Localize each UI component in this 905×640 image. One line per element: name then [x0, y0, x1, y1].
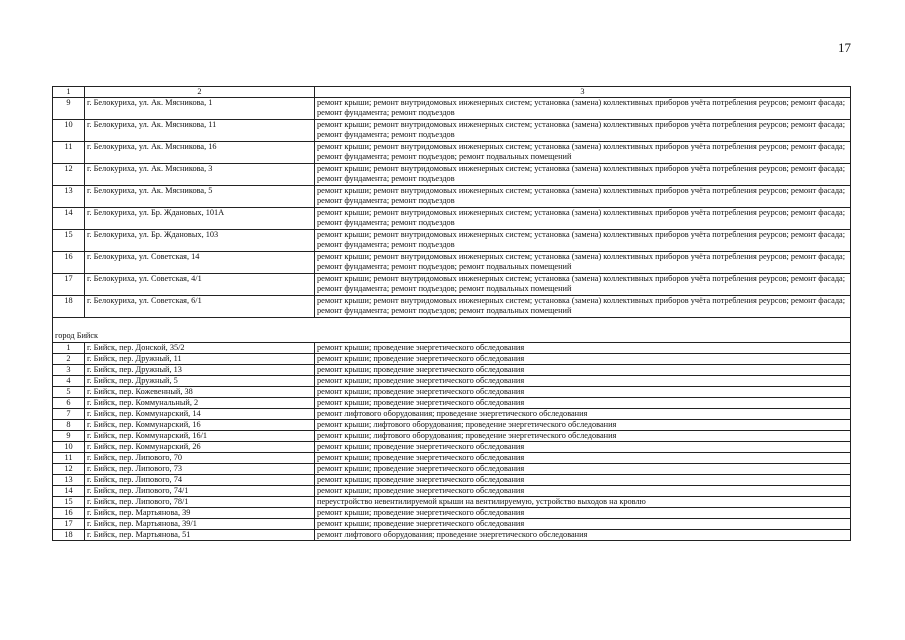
row-works: ремонт крыши; проведение энергетического обследования [315, 398, 851, 409]
row-works: переустройство невентилируемой крыши на вентилируемую, устройство выходов на кровлю [315, 497, 851, 508]
row-number: 2 [53, 354, 85, 365]
row-address: г. Бийск, пер. Липового, 74/1 [85, 486, 315, 497]
table-row [53, 519, 851, 530]
section-title: город Бийск [53, 318, 851, 343]
row-address: г. Белокуриха, ул. Советская, 14 [85, 252, 315, 274]
row-works: ремонт крыши; ремонт внутридомовых инженерных систем; установка (замена) коллективных приборов учёта потребления реурсов; ремонт фасада; ремонт фундамента; ремонт подъездов; ремонт подвальных помещений [315, 252, 851, 274]
row-number: 16 [53, 252, 85, 274]
row-number: 8 [53, 420, 85, 431]
row-number: 18 [53, 530, 85, 541]
table-row [53, 296, 851, 318]
table-row [53, 164, 851, 186]
row-works: ремонт крыши; ремонт внутридомовых инженерных систем; установка (замена) коллективных приборов учёта потребления реурсов; ремонт фасада; ремонт фундамента; ремонт подъездов [315, 120, 851, 142]
row-address: г. Белокуриха, ул. Советская, 6/1 [85, 296, 315, 318]
row-works: ремонт крыши; ремонт внутридомовых инженерных систем; установка (замена) коллективных приборов учёта потребления реурсов; ремонт фасада; ремонт фундамента; ремонт подъездов [315, 208, 851, 230]
row-number: 13 [53, 186, 85, 208]
row-works: ремонт крыши; проведение энергетического обследования [315, 354, 851, 365]
row-works: ремонт крыши; ремонт внутридомовых инженерных систем; установка (замена) коллективных приборов учёта потребления реурсов; ремонт фасада; ремонт фундамента; ремонт подъездов [315, 230, 851, 252]
row-number: 14 [53, 208, 85, 230]
table-row [53, 208, 851, 230]
row-address: г. Белокуриха, ул. Ак. Мясникова, 11 [85, 120, 315, 142]
row-address: г. Бийск, пер. Мартьянова, 39 [85, 508, 315, 519]
row-works: ремонт крыши; проведение энергетического обследования [315, 453, 851, 464]
table-row [53, 497, 851, 508]
row-address: г. Бийск, пер. Коммунарский, 14 [85, 409, 315, 420]
row-works: ремонт крыши; проведение энергетического обследования [315, 464, 851, 475]
row-works: ремонт крыши; лифтового оборудования; проведение энергетического обследования [315, 420, 851, 431]
row-works: ремонт крыши; проведение энергетического обследования [315, 475, 851, 486]
row-works: ремонт крыши; проведение энергетического обследования [315, 508, 851, 519]
table-row [53, 398, 851, 409]
table-row [53, 409, 851, 420]
row-number: 9 [53, 98, 85, 120]
table-row [53, 354, 851, 365]
section-row [53, 318, 851, 343]
row-address: г. Бийск, пер. Липового, 70 [85, 453, 315, 464]
row-works: ремонт крыши; ремонт внутридомовых инженерных систем; установка (замена) коллективных приборов учёта потребления реурсов; ремонт фасада; ремонт фундамента; ремонт подъездов [315, 164, 851, 186]
row-number: 10 [53, 120, 85, 142]
row-address: г. Белокуриха, ул. Ак. Мясникова, 3 [85, 164, 315, 186]
row-number: 11 [53, 453, 85, 464]
table-row [53, 230, 851, 252]
row-number: 1 [53, 343, 85, 354]
row-address: г. Бийск, пер. Донской, 35/2 [85, 343, 315, 354]
row-works: ремонт крыши; лифтового оборудования; проведение энергетического обследования [315, 431, 851, 442]
row-address: г. Белокуриха, ул. Советская, 4/1 [85, 274, 315, 296]
row-address: г. Бийск, пер. Дружный, 11 [85, 354, 315, 365]
row-works: ремонт крыши; ремонт внутридомовых инженерных систем; установка (замена) коллективных приборов учёта потребления реурсов; ремонт фасада; ремонт фундамента; ремонт подъездов; ремонт подвальных помещений [315, 296, 851, 318]
table-row [53, 343, 851, 354]
row-number: 17 [53, 519, 85, 530]
row-address: г. Бийск, пер. Кожевенный, 38 [85, 387, 315, 398]
row-number: 11 [53, 142, 85, 164]
table-row [53, 98, 851, 120]
table-row [53, 464, 851, 475]
row-number: 6 [53, 398, 85, 409]
row-works: ремонт крыши; проведение энергетического обследования [315, 519, 851, 530]
repair-table [52, 86, 851, 541]
row-number: 17 [53, 274, 85, 296]
table-row [53, 530, 851, 541]
row-number: 18 [53, 296, 85, 318]
table-row [53, 387, 851, 398]
row-address: г. Белокуриха, ул. Ак. Мясникова, 5 [85, 186, 315, 208]
table-row [53, 142, 851, 164]
row-works: ремонт крыши; ремонт внутридомовых инженерных систем; установка (замена) коллективных приборов учёта потребления реурсов; ремонт фасада; ремонт фундамента; ремонт подъездов [315, 186, 851, 208]
row-address: г. Белокуриха, ул. Бр. Ждановых, 101А [85, 208, 315, 230]
row-number: 10 [53, 442, 85, 453]
row-number: 3 [53, 365, 85, 376]
table-row [53, 252, 851, 274]
row-number: 15 [53, 497, 85, 508]
row-number: 14 [53, 486, 85, 497]
row-address: г. Бийск, пер. Мартьянова, 51 [85, 530, 315, 541]
row-address: г. Бийск, пер. Липового, 78/1 [85, 497, 315, 508]
row-works: ремонт крыши; ремонт внутридомовых инженерных систем; установка (замена) коллективных приборов учёта потребления реурсов; ремонт фасада; ремонт фундамента; ремонт подъездов; ремонт подвальных помещений [315, 274, 851, 296]
page-number: 17 [838, 40, 851, 55]
row-number: 5 [53, 387, 85, 398]
row-works: ремонт лифтового оборудования; проведение энергетического обследования [315, 409, 851, 420]
table-row [53, 420, 851, 431]
row-works: ремонт крыши; проведение энергетического обследования [315, 365, 851, 376]
row-address: г. Бийск, пер. Липового, 74 [85, 475, 315, 486]
table-row [53, 365, 851, 376]
table-row [53, 442, 851, 453]
row-address: г. Белокуриха, ул. Бр. Ждановых, 103 [85, 230, 315, 252]
row-works: ремонт крыши; проведение энергетического обследования [315, 486, 851, 497]
row-number: 12 [53, 464, 85, 475]
row-works: ремонт крыши; проведение энергетического обследования [315, 442, 851, 453]
row-works: ремонт крыши; ремонт внутридомовых инженерных систем; установка (замена) коллективных приборов учёта потребления реурсов; ремонт фасада; ремонт фундамента; ремонт подъездов; ремонт подвальных помещений [315, 142, 851, 164]
row-works: ремонт лифтового оборудования; проведение энергетического обследования [315, 530, 851, 541]
row-number: 12 [53, 164, 85, 186]
table-row [53, 508, 851, 519]
row-works: ремонт крыши; ремонт внутридомовых инженерных систем; установка (замена) коллективных приборов учёта потребления реурсов; ремонт фасада; ремонт фундамента; ремонт подъездов [315, 98, 851, 120]
row-works: ремонт крыши; проведение энергетического обследования [315, 376, 851, 387]
row-address: г. Бийск, пер. Коммунарский, 26 [85, 442, 315, 453]
row-address: г. Бийск, пер. Дружный, 13 [85, 365, 315, 376]
row-address: г. Бийск, пер. Мартьянова, 39/1 [85, 519, 315, 530]
table-row [53, 475, 851, 486]
row-number: 9 [53, 431, 85, 442]
header-row [53, 87, 851, 98]
header-col-3: 3 [315, 87, 851, 98]
table-row [53, 486, 851, 497]
table-row [53, 186, 851, 208]
header-col-1: 1 [53, 87, 85, 98]
row-address: г. Бийск, пер. Коммунарский, 16/1 [85, 431, 315, 442]
row-number: 4 [53, 376, 85, 387]
row-address: г. Белокуриха, ул. Ак. Мясникова, 16 [85, 142, 315, 164]
header-col-2: 2 [85, 87, 315, 98]
row-address: г. Белокуриха, ул. Ак. Мясникова, 1 [85, 98, 315, 120]
repair-table-body [53, 87, 851, 541]
row-works: ремонт крыши; проведение энергетического обследования [315, 387, 851, 398]
table-row [53, 120, 851, 142]
table-row [53, 376, 851, 387]
row-address: г. Бийск, пер. Дружный, 5 [85, 376, 315, 387]
row-number: 7 [53, 409, 85, 420]
table-row [53, 274, 851, 296]
table-row [53, 453, 851, 464]
row-number: 15 [53, 230, 85, 252]
row-number: 16 [53, 508, 85, 519]
table-row [53, 431, 851, 442]
row-address: г. Бийск, пер. Коммунарский, 16 [85, 420, 315, 431]
row-address: г. Бийск, пер. Коммунальный, 2 [85, 398, 315, 409]
row-works: ремонт крыши; проведение энергетического обследования [315, 343, 851, 354]
row-number: 13 [53, 475, 85, 486]
row-address: г. Бийск, пер. Липового, 73 [85, 464, 315, 475]
